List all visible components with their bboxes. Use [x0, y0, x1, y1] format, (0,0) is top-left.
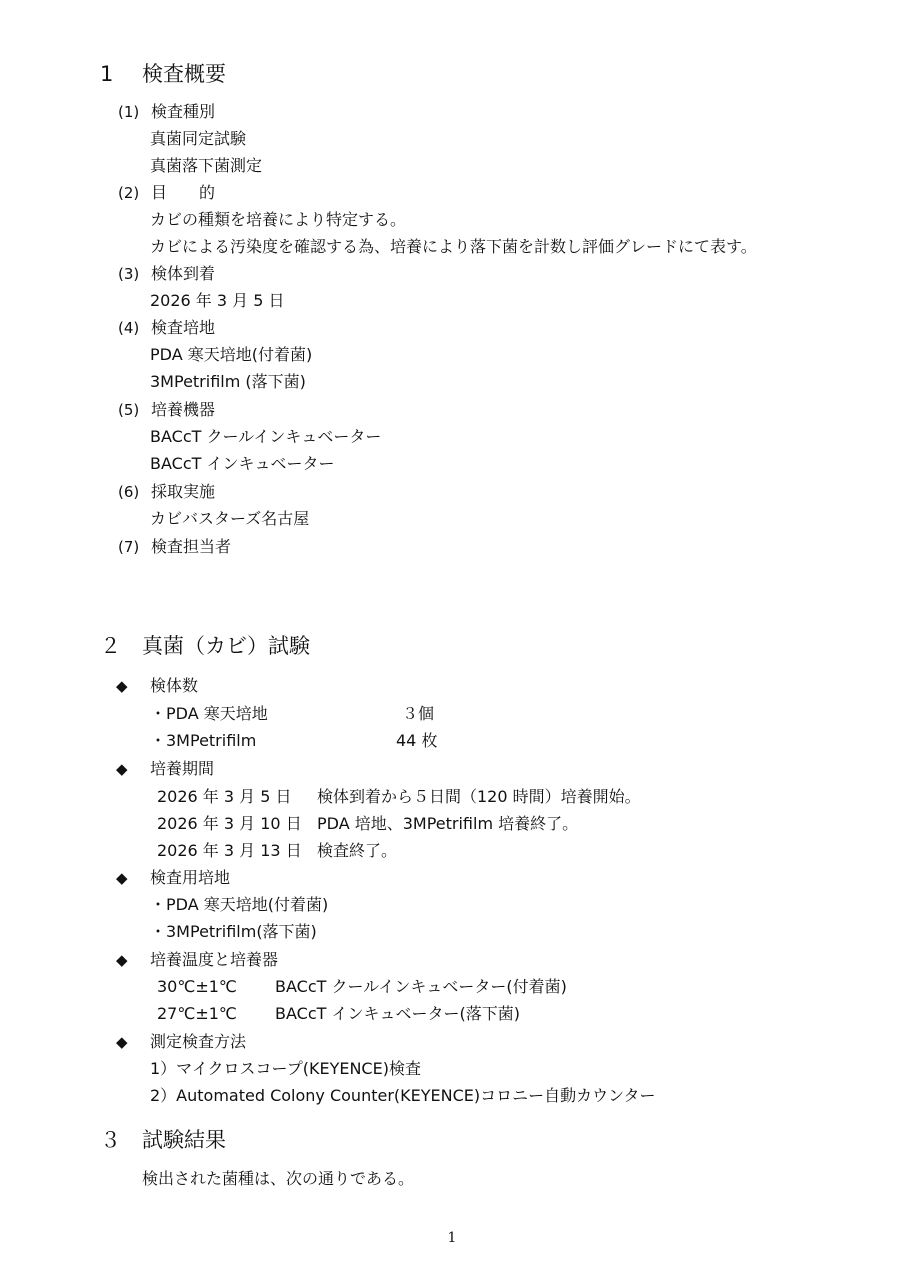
temp-row-text: BACcT クールインキュベーター(付着菌)	[275, 977, 567, 996]
item-6: (6) 採取実施	[118, 482, 216, 501]
item-2-line: カビの種類を培養により特定する。	[150, 210, 407, 229]
specimen-row-qty: 44 枚	[396, 731, 438, 750]
section-number: ３	[100, 1128, 121, 1152]
medium-line: ・PDA 寒天培地(付着菌)	[150, 895, 329, 914]
temp-row-temp: 27℃±1℃	[157, 1004, 237, 1023]
period-row-text: 検査終了。	[317, 841, 398, 860]
bullet-method: ◆ 測定検査方法	[116, 1032, 247, 1051]
item-1-line: 真菌同定試験	[150, 129, 247, 148]
bullet-temperature: ◆ 培養温度と培養器	[116, 950, 279, 969]
section-title: 検査概要	[142, 62, 226, 86]
period-row-date: 2026 年 3 月 10 日	[157, 814, 302, 833]
bullet-culture-period: ◆ 培養期間	[116, 759, 215, 778]
page-number: 1	[447, 1230, 457, 1246]
item-5: (5) 培養機器	[118, 400, 216, 419]
bullet-test-medium: ◆ 検査用培地	[116, 868, 231, 887]
section-title: 試験結果	[142, 1128, 226, 1152]
specimen-row-name: ・PDA 寒天培地	[150, 704, 268, 723]
section-title: 真菌（カビ）試験	[142, 634, 310, 658]
temp-row-text: BACcT インキュベーター(落下菌)	[275, 1004, 520, 1023]
period-row-text: PDA 培地、3MPetrifilm 培養終了。	[317, 814, 579, 833]
item-3-line: 2026 年 3 月 5 日	[150, 291, 285, 310]
item-4: (4) 検査培地	[118, 318, 216, 337]
item-2: (2) 目 的	[118, 183, 216, 202]
item-6-line: カビバスターズ名古屋	[150, 509, 310, 528]
item-4-line: 3MPetrifilm (落下菌)	[150, 372, 306, 391]
section-1-heading	[100, 58, 226, 88]
item-7: (7) 検査担当者	[118, 537, 232, 556]
specimen-row-qty: ３個	[402, 704, 435, 723]
item-2-line: カビによる汚染度を確認する為、培養により落下菌を計数し評価グレードにて表す。	[150, 237, 757, 256]
item-1: (1) 検査種別	[118, 102, 216, 121]
section-3-heading	[100, 1124, 226, 1154]
item-5-line: BACcT インキュベーター	[150, 454, 335, 473]
temp-row-temp: 30℃±1℃	[157, 977, 237, 996]
section-number: 1	[100, 62, 114, 86]
section-2-heading	[100, 630, 310, 660]
method-line: 1）マイクロスコープ(KEYENCE)検査	[150, 1059, 421, 1078]
specimen-row-name: ・3MPetrifilm	[150, 731, 257, 750]
item-1-line: 真菌落下菌測定	[150, 156, 263, 175]
item-3: (3) 検体到着	[118, 264, 216, 283]
item-4-line: PDA 寒天培地(付着菌)	[150, 345, 313, 364]
medium-line: ・3MPetrifilm(落下菌)	[150, 922, 317, 941]
result-text: 検出された菌種は、次の通りである。	[142, 1169, 415, 1188]
section-number: ２	[100, 634, 121, 658]
method-line: 2）Automated Colony Counter(KEYENCE)コロニー自動カウンター	[150, 1086, 656, 1105]
item-5-line: BACcT クールインキュベーター	[150, 427, 382, 446]
period-row-date: 2026 年 3 月 13 日	[157, 841, 302, 860]
period-row-text: 検体到着から５日間（120 時間）培養開始。	[317, 787, 641, 806]
bullet-specimen-count: ◆ 検体数	[116, 676, 199, 695]
period-row-date: 2026 年 3 月 5 日	[157, 787, 292, 806]
